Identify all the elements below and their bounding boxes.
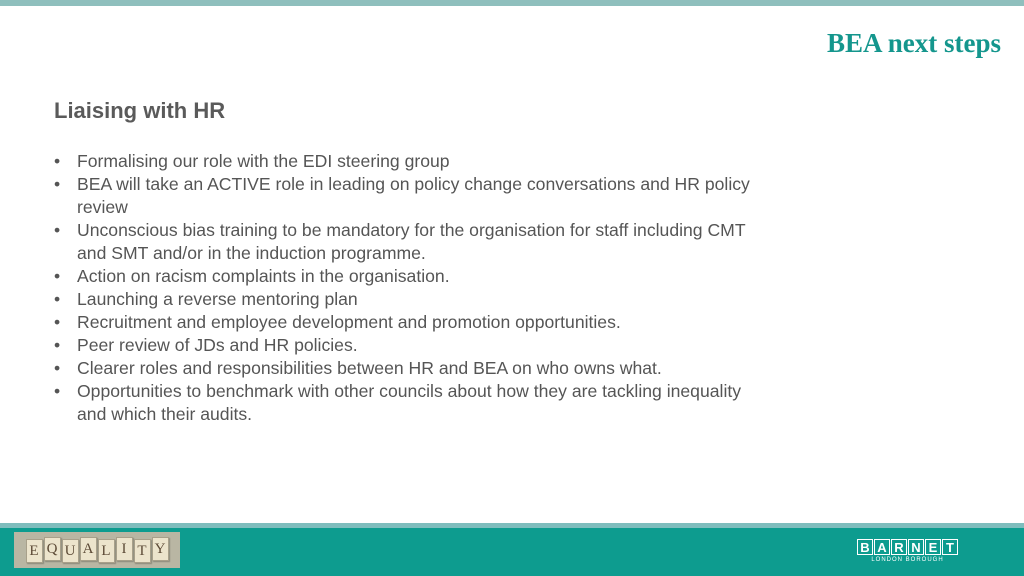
- bullet-dot-icon: •: [54, 174, 61, 194]
- bullet-text: Launching a reverse mentoring plan: [77, 289, 358, 309]
- logo-letter: T: [942, 539, 958, 555]
- bullet-text: Action on racism complaints in the organisation.: [77, 266, 450, 286]
- letter-tile: Q: [44, 537, 61, 561]
- bullet-dot-icon: •: [54, 312, 61, 332]
- bullet-item: [54, 265, 774, 288]
- letter-tile: T: [134, 539, 151, 563]
- bullet-item: [54, 288, 774, 311]
- letter-tile: L: [98, 539, 115, 563]
- bullet-text: Clearer roles and responsibilities between HR and BEA on who owns what.: [77, 358, 662, 378]
- bullet-item: [54, 219, 774, 265]
- bullet-text: Recruitment and employee development and promotion opportunities.: [77, 312, 621, 332]
- bullet-dot-icon: •: [54, 289, 61, 309]
- bullet-list: [54, 150, 774, 426]
- logo-letter: B: [857, 539, 873, 555]
- bullet-item: [54, 380, 774, 426]
- bullet-dot-icon: •: [54, 335, 61, 355]
- section-heading: Liaising with HR: [54, 98, 226, 123]
- logo-subtitle: LONDON BOROUGH: [871, 557, 944, 563]
- bullet-item: [54, 311, 774, 334]
- letter-tile: I: [116, 537, 133, 561]
- bullet-dot-icon: •: [54, 381, 61, 401]
- letter-tile: A: [80, 537, 97, 561]
- bullet-dot-icon: •: [54, 220, 61, 240]
- bullet-dot-icon: •: [54, 151, 61, 171]
- logo-letter: N: [908, 539, 924, 555]
- logo-letter: R: [891, 539, 907, 555]
- bullet-text: Peer review of JDs and HR policies.: [77, 335, 358, 355]
- bullet-text: Unconscious bias training to be mandatory for the organisation for staff including CMT and SMT and/or in the induction programme.: [77, 220, 746, 263]
- slide-title: BEA next steps: [826, 28, 1001, 58]
- bullet-text: BEA will take an ACTIVE role in leading on policy change conversations and HR policy review: [77, 174, 750, 217]
- bullet-text: Opportunities to benchmark with other councils about how they are tackling inequality and which their audits.: [77, 381, 742, 424]
- letter-tile: Y: [152, 537, 169, 561]
- logo-letters: [857, 539, 958, 555]
- logo-letter: A: [874, 539, 890, 555]
- top-stripe: [0, 0, 1024, 6]
- bullet-item: [54, 150, 774, 173]
- bullet-item: [54, 334, 774, 357]
- equality-image: [14, 532, 180, 568]
- bullet-dot-icon: •: [54, 358, 61, 378]
- barnet-logo: [857, 539, 958, 563]
- bullet-dot-icon: •: [54, 266, 61, 286]
- letter-tile: U: [62, 539, 79, 563]
- letter-tile: E: [26, 539, 43, 563]
- bullet-item: [54, 173, 774, 219]
- bullet-text: Formalising our role with the EDI steering group: [77, 151, 450, 171]
- bullet-item: [54, 357, 774, 380]
- logo-letter: E: [925, 539, 941, 555]
